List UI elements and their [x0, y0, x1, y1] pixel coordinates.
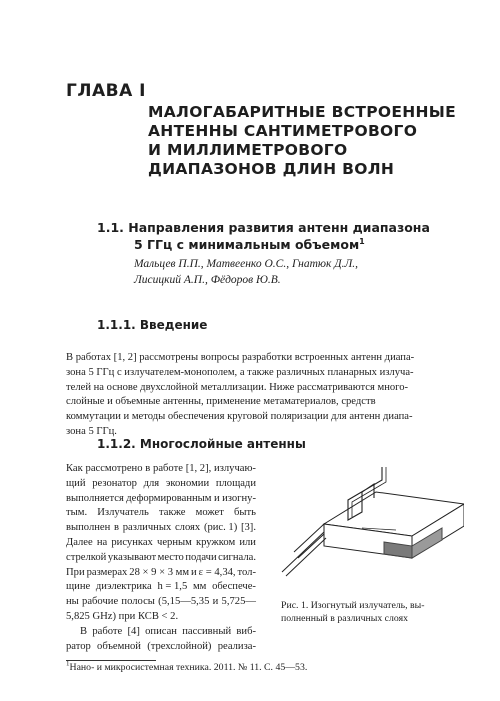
word: указывают — [107, 551, 157, 563]
intro-line: зона 5 ГГц. — [66, 425, 117, 437]
word: и — [191, 566, 197, 578]
footnote-rule — [66, 660, 156, 661]
word: щине — [66, 581, 91, 593]
word: (трехслойной) — [147, 640, 212, 652]
word: на — [96, 536, 108, 548]
word: экономии — [165, 477, 210, 489]
word: в — [145, 463, 151, 474]
intro-line: телей на основе двухслойной металлизации. Ниже рассматриваются много- — [66, 381, 409, 393]
word: [1, 2], — [185, 463, 212, 474]
multilayer-line — [66, 521, 256, 536]
word: ны — [66, 596, 79, 608]
multilayer-line — [66, 580, 256, 595]
chapter-title-line: МАЛОГАБАРИТНЫЕ ВСТРОЕННЫЕ — [148, 103, 457, 121]
chapter-title-line: АНТЕННЫ САНТИМЕТРОВОГО — [148, 122, 418, 140]
multilayer-line — [66, 640, 256, 655]
word: ратор — [66, 640, 91, 652]
word: различных — [122, 522, 172, 534]
word: работе — [92, 625, 123, 637]
multilayer-line — [66, 610, 256, 625]
footnote-text: Нано- и микросистемная техника. 2011. № 11. С. 45—53. — [69, 662, 308, 673]
word: кружком — [195, 536, 236, 548]
word: место — [157, 551, 184, 563]
word: [3]. — [240, 522, 256, 534]
word: При — [66, 566, 85, 578]
intro-line: слойные и объемные антенны, применение метаматериалов, средств — [66, 396, 376, 408]
multilayer-line — [66, 595, 256, 610]
word: 28 × 9 × 3 мм — [129, 566, 190, 578]
word: сигнала. — [218, 551, 256, 563]
word: 5,725— — [221, 596, 256, 608]
chapter-title — [148, 103, 468, 179]
multilayer-line — [66, 551, 256, 566]
word: В — [80, 625, 88, 637]
feed-line-lower — [286, 538, 326, 576]
chapter-title-line: И МИЛЛИМЕТРОВОГО — [148, 141, 348, 159]
authors-line: Мальцев П.П., Матвеенко О.С., Гнатюк Д.Л., — [134, 258, 359, 270]
word: h = 1,5 — [157, 581, 188, 593]
intro-line: зона 5 ГГц с излучателем-монополем, а также различных планарных излуча- — [66, 366, 414, 378]
word: щий — [66, 477, 86, 489]
word: для — [143, 477, 160, 489]
word: рабочие — [82, 596, 119, 608]
word: площади — [215, 477, 256, 489]
word: диэлектрика — [95, 581, 152, 593]
figure-bent-radiator — [264, 462, 464, 594]
word: объемной — [97, 640, 141, 652]
feed-line-lower — [282, 532, 324, 572]
figure-caption-line: полненный в различных слоях — [281, 613, 409, 624]
multilayer-paragraph — [66, 462, 256, 654]
chapter-title-line: ДИАПАЗОНОВ ДЛИН ВОЛН — [148, 160, 395, 178]
word: Далее — [66, 536, 93, 548]
word: быть — [233, 507, 256, 519]
word: 5,825 GHz) при КСВ < 2. — [66, 610, 179, 622]
figure-caption — [281, 599, 441, 625]
word: тым. — [66, 507, 88, 519]
word: работе — [153, 463, 183, 474]
word: рассмотрено — [85, 463, 143, 474]
word: стрелкой — [66, 551, 107, 563]
multilayer-line — [66, 477, 256, 492]
word: Излучатель — [97, 507, 149, 519]
word: виб- — [236, 625, 256, 637]
word: выполнен — [66, 522, 111, 534]
word: [4] — [127, 625, 140, 637]
section-title-line2: 5 ГГц с минимальным объемом — [134, 237, 360, 252]
word: тол- — [237, 566, 256, 578]
word: описан — [145, 625, 177, 637]
word: мм — [192, 581, 207, 593]
section-footnote-mark[interactable]: 1 — [359, 236, 365, 246]
multilayer-line — [66, 625, 256, 640]
word: выполняется — [66, 492, 124, 504]
section-title — [97, 219, 457, 253]
multilayer-line — [66, 506, 256, 521]
word: в — [113, 522, 119, 534]
authors-line: Лисицкий А.П., Фёдоров Ю.В. — [134, 274, 281, 286]
intro-paragraph — [66, 351, 434, 440]
multilayer-line — [66, 536, 256, 551]
word: и — [212, 596, 219, 608]
authors — [134, 256, 358, 288]
intro-line: В работах [1, 2] рассмотрены вопросы разработки встроенных антенн диапа- — [66, 352, 415, 363]
word: излучаю- — [214, 463, 256, 474]
multilayer-heading: 1.1.2. Многослойные антенны — [97, 437, 306, 451]
word: полосы — [121, 596, 155, 608]
word: или — [239, 536, 256, 548]
section-title-line1: 1.1. Направления развития антенн диапазона — [97, 220, 430, 235]
word: реализа- — [217, 640, 256, 652]
word: (рис. 1) — [203, 522, 238, 534]
word: и — [213, 492, 220, 504]
word: ε = 4,34, — [198, 566, 236, 578]
multilayer-line — [66, 492, 256, 507]
word: слоях — [174, 522, 201, 534]
word: деформированным — [126, 492, 212, 504]
word: черным — [157, 536, 192, 548]
word: обеспече- — [212, 581, 256, 593]
word: также — [158, 507, 186, 519]
word: рисунках — [111, 536, 153, 548]
word: пассивный — [182, 625, 232, 637]
section-title-line2-wrap — [97, 236, 457, 253]
word: подачи — [185, 551, 217, 563]
intro-line: коммутации и методы обеспечения круговой поляризации для антенн диапа- — [66, 411, 413, 423]
word: изогну- — [222, 492, 256, 504]
multilayer-line — [66, 462, 256, 477]
word: Как — [66, 463, 83, 474]
feed-line — [294, 524, 324, 558]
intro-heading: 1.1.1. Введение — [97, 318, 208, 332]
footnote — [66, 659, 308, 673]
word: может — [195, 507, 224, 519]
word: размерах — [86, 566, 128, 578]
word: резонатор — [92, 477, 137, 489]
multilayer-line — [66, 566, 256, 581]
figure-caption-line: Рис. 1. Изогнутый излучатель, вы- — [281, 600, 425, 611]
word: (5,15—5,35 — [158, 596, 210, 608]
footnote-mark: 1 — [66, 659, 70, 668]
chapter-label: ГЛАВА I — [66, 81, 146, 101]
